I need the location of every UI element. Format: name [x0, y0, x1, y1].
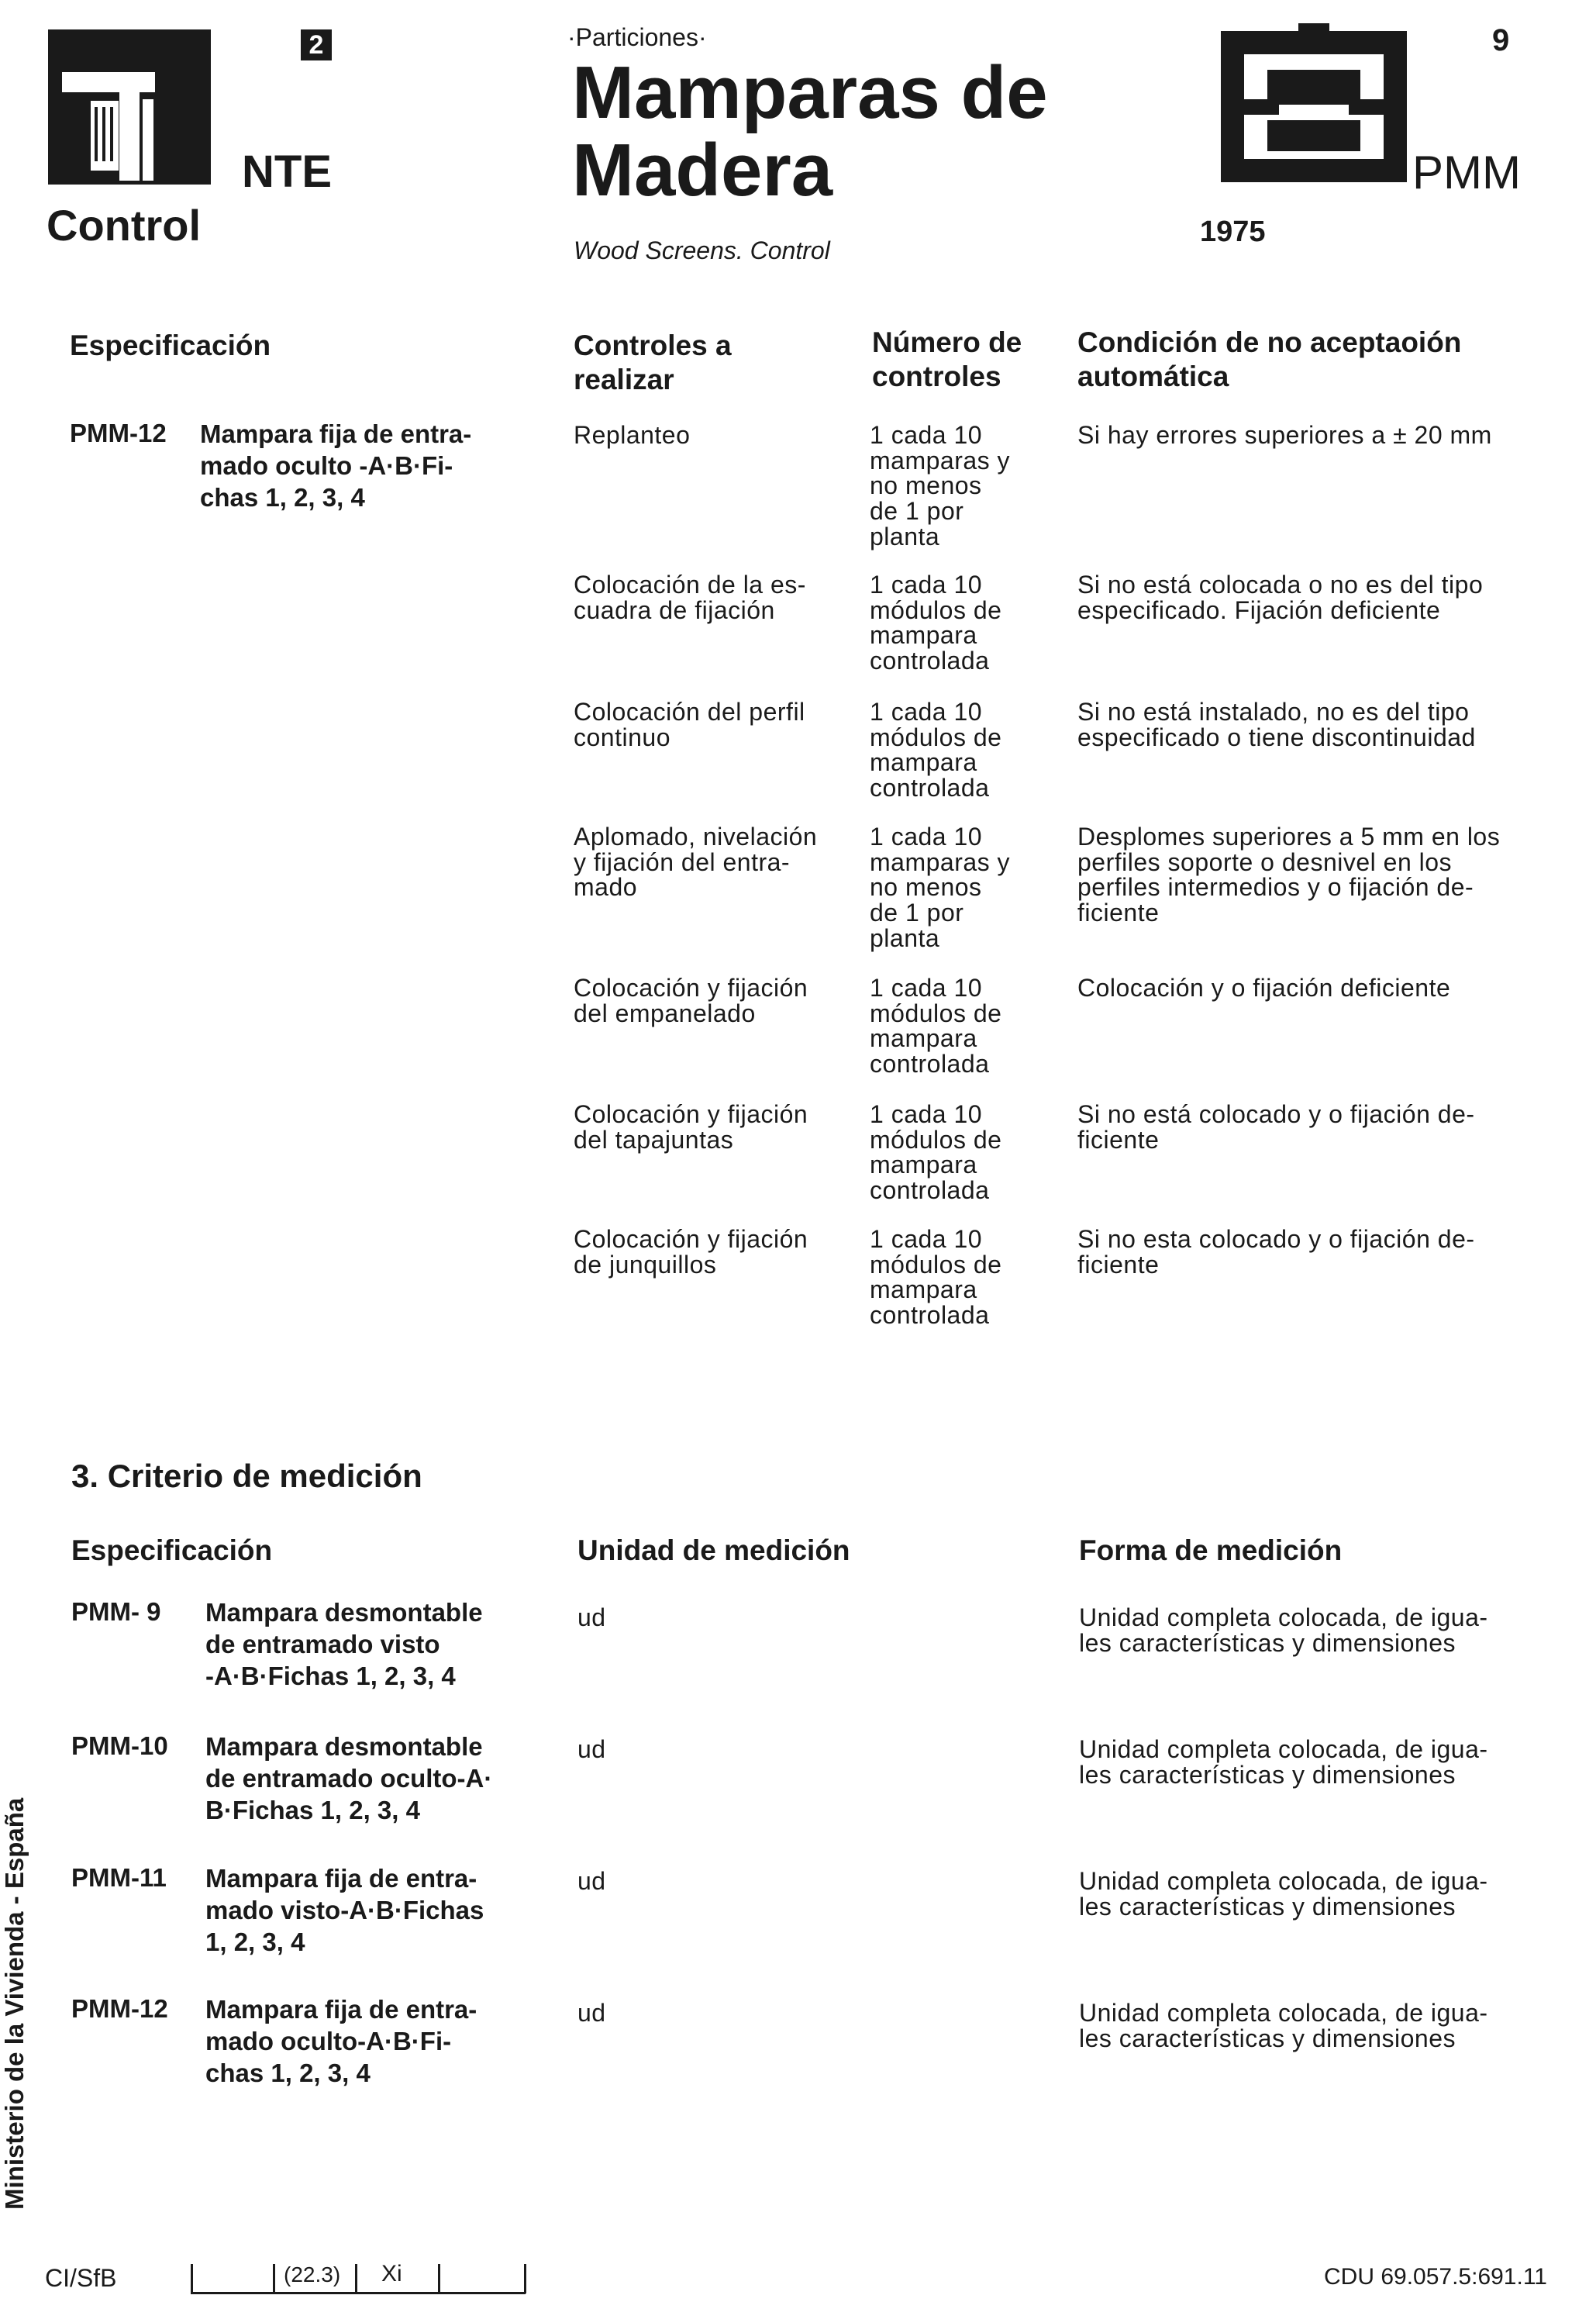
control-row-4-count: 1 cada 10 mamparas y no menos de 1 por planta: [870, 823, 1011, 952]
doc-code: PMM: [1412, 147, 1521, 198]
cisfb-divider-1: [191, 2264, 193, 2293]
section-label: Control: [47, 201, 202, 250]
col-header-controls: Controles a realizar: [574, 330, 732, 396]
control-row-5-count: 1 cada 10 módulos de mampara controlada: [870, 974, 1002, 1078]
control-row-5-condition: Colocación y o fijación deficiente: [1077, 974, 1451, 1002]
cisfb-divider-5: [524, 2264, 526, 2293]
meas-row-2-unit: ud: [577, 1735, 606, 1763]
meas-row-1-code: PMM- 9: [71, 1597, 161, 1626]
control-row-2-condition: Si no está colocada o no es del tipo especificado. Fijación deficiente: [1077, 571, 1484, 624]
series-number-badge: 2: [301, 29, 332, 60]
cisfb-code-2: Xi: [381, 2261, 402, 2286]
meas-row-3-unit: ud: [577, 1867, 606, 1895]
control-row-5-control: Colocación y fijación del empanelado: [574, 974, 808, 1027]
pmm-logo: [1221, 23, 1407, 190]
control-row-4-control: Aplomado, nivelación y fijación del entra- mado: [574, 823, 818, 902]
col-header-spec: Especificación: [70, 330, 271, 361]
control-row-3-condition: Si no está instalado, no es del tipo especificado o tiene discontinuidad: [1077, 698, 1476, 751]
meas-row-3-form: Unidad completa colocada, de igua- les características y dimensiones: [1079, 1867, 1488, 1921]
cisfb-code-1: (22.3): [284, 2262, 341, 2286]
meas-row-4-form: Unidad completa colocada, de igua- les características y dimensiones: [1079, 1999, 1488, 2052]
ministry-side-label: Ministerio de la Vivienda - España: [0, 1797, 29, 2210]
cisfb-label: CI/SfB: [45, 2264, 117, 2292]
control-row-6-control: Colocación y fijación del tapajuntas: [574, 1100, 808, 1154]
category-label: ·Particiones·: [567, 23, 707, 51]
col-header-condition: Condición de no aceptaoión automática: [1077, 326, 1462, 393]
meas-row-1-unit: ud: [577, 1603, 606, 1631]
control-row-1-control: Replanteo: [574, 421, 691, 449]
meas-row-4-unit: ud: [577, 1999, 606, 2027]
page-subtitle: Wood Screens. Control: [574, 236, 830, 264]
cisfb-divider-3: [355, 2264, 357, 2293]
meas-header-unit: Unidad de medición: [577, 1534, 850, 1566]
control-row-6-count: 1 cada 10 módulos de mampara controlada: [870, 1100, 1002, 1204]
year: 1975: [1200, 216, 1266, 248]
control-row-1-count: 1 cada 10 mamparas y no menos de 1 por planta: [870, 421, 1011, 550]
meas-header-form: Forma de medición: [1079, 1534, 1343, 1566]
meas-row-3-code: PMM-11: [71, 1863, 167, 1892]
meas-row-4-code: PMM-12: [71, 1994, 168, 2023]
nte-logo: [48, 29, 211, 185]
page-number: 9: [1492, 23, 1510, 57]
control-row-4-condition: Desplomes superiores a 5 mm en los perfiles soporte o desnivel en los perfiles intermedios y o fijación de- ficiente: [1077, 823, 1501, 927]
cisfb-divider-2: [273, 2264, 275, 2293]
control-row-3-control: Colocación del perfil continuo: [574, 698, 805, 751]
cisfb-box: [191, 2264, 526, 2294]
col-header-count: Número de controles: [872, 326, 1022, 393]
meas-header-spec: Especificación: [71, 1534, 273, 1566]
cdu-code: CDU 69.057.5:691.11: [1324, 2264, 1547, 2290]
spec-code: PMM-12: [70, 419, 167, 447]
control-row-3-count: 1 cada 10 módulos de mampara controlada: [870, 698, 1002, 802]
control-row-2-control: Colocación de la es- cuadra de fijación: [574, 571, 806, 624]
meas-row-1-form: Unidad completa colocada, de igua- les características y dimensiones: [1079, 1603, 1488, 1657]
section-title-measurement: 3. Criterio de medición: [71, 1458, 422, 1494]
page-title-line2: Madera: [572, 129, 833, 212]
meas-row-4-desc: Mampara fija de entra- mado oculto-A·B·Fi- chas 1, 2, 3, 4: [205, 1995, 477, 2087]
control-row-7-count: 1 cada 10 módulos de mampara controlada: [870, 1225, 1002, 1329]
meas-row-2-code: PMM-10: [71, 1731, 168, 1760]
spec-description: Mampara fija de entra- mado oculto -A·B·Fi- chas 1, 2, 3, 4: [200, 419, 472, 512]
cisfb-divider-4: [438, 2264, 440, 2293]
control-row-7-control: Colocación y fijación de junquillos: [574, 1225, 808, 1279]
control-row-1-condition: Si hay errores superiores a ± 20 mm: [1077, 421, 1492, 449]
meas-row-2-form: Unidad completa colocada, de igua- les características y dimensiones: [1079, 1735, 1488, 1789]
meas-row-1-desc: Mampara desmontable de entramado visto -A·B·Fichas 1, 2, 3, 4: [205, 1598, 483, 1690]
series-code: NTE: [242, 147, 332, 197]
control-row-7-condition: Si no esta colocado y o fijación de- ficiente: [1077, 1225, 1475, 1279]
control-row-6-condition: Si no está colocado y o fijación de- ficiente: [1077, 1100, 1475, 1154]
meas-row-2-desc: Mampara desmontable de entramado oculto-A· B·Fichas 1, 2, 3, 4: [205, 1732, 493, 1824]
meas-row-3-desc: Mampara fija de entra- mado visto-A·B·Fichas 1, 2, 3, 4: [205, 1864, 484, 1956]
control-row-2-count: 1 cada 10 módulos de mampara controlada: [870, 571, 1002, 675]
page-title-line1: Mamparas de: [572, 51, 1048, 134]
